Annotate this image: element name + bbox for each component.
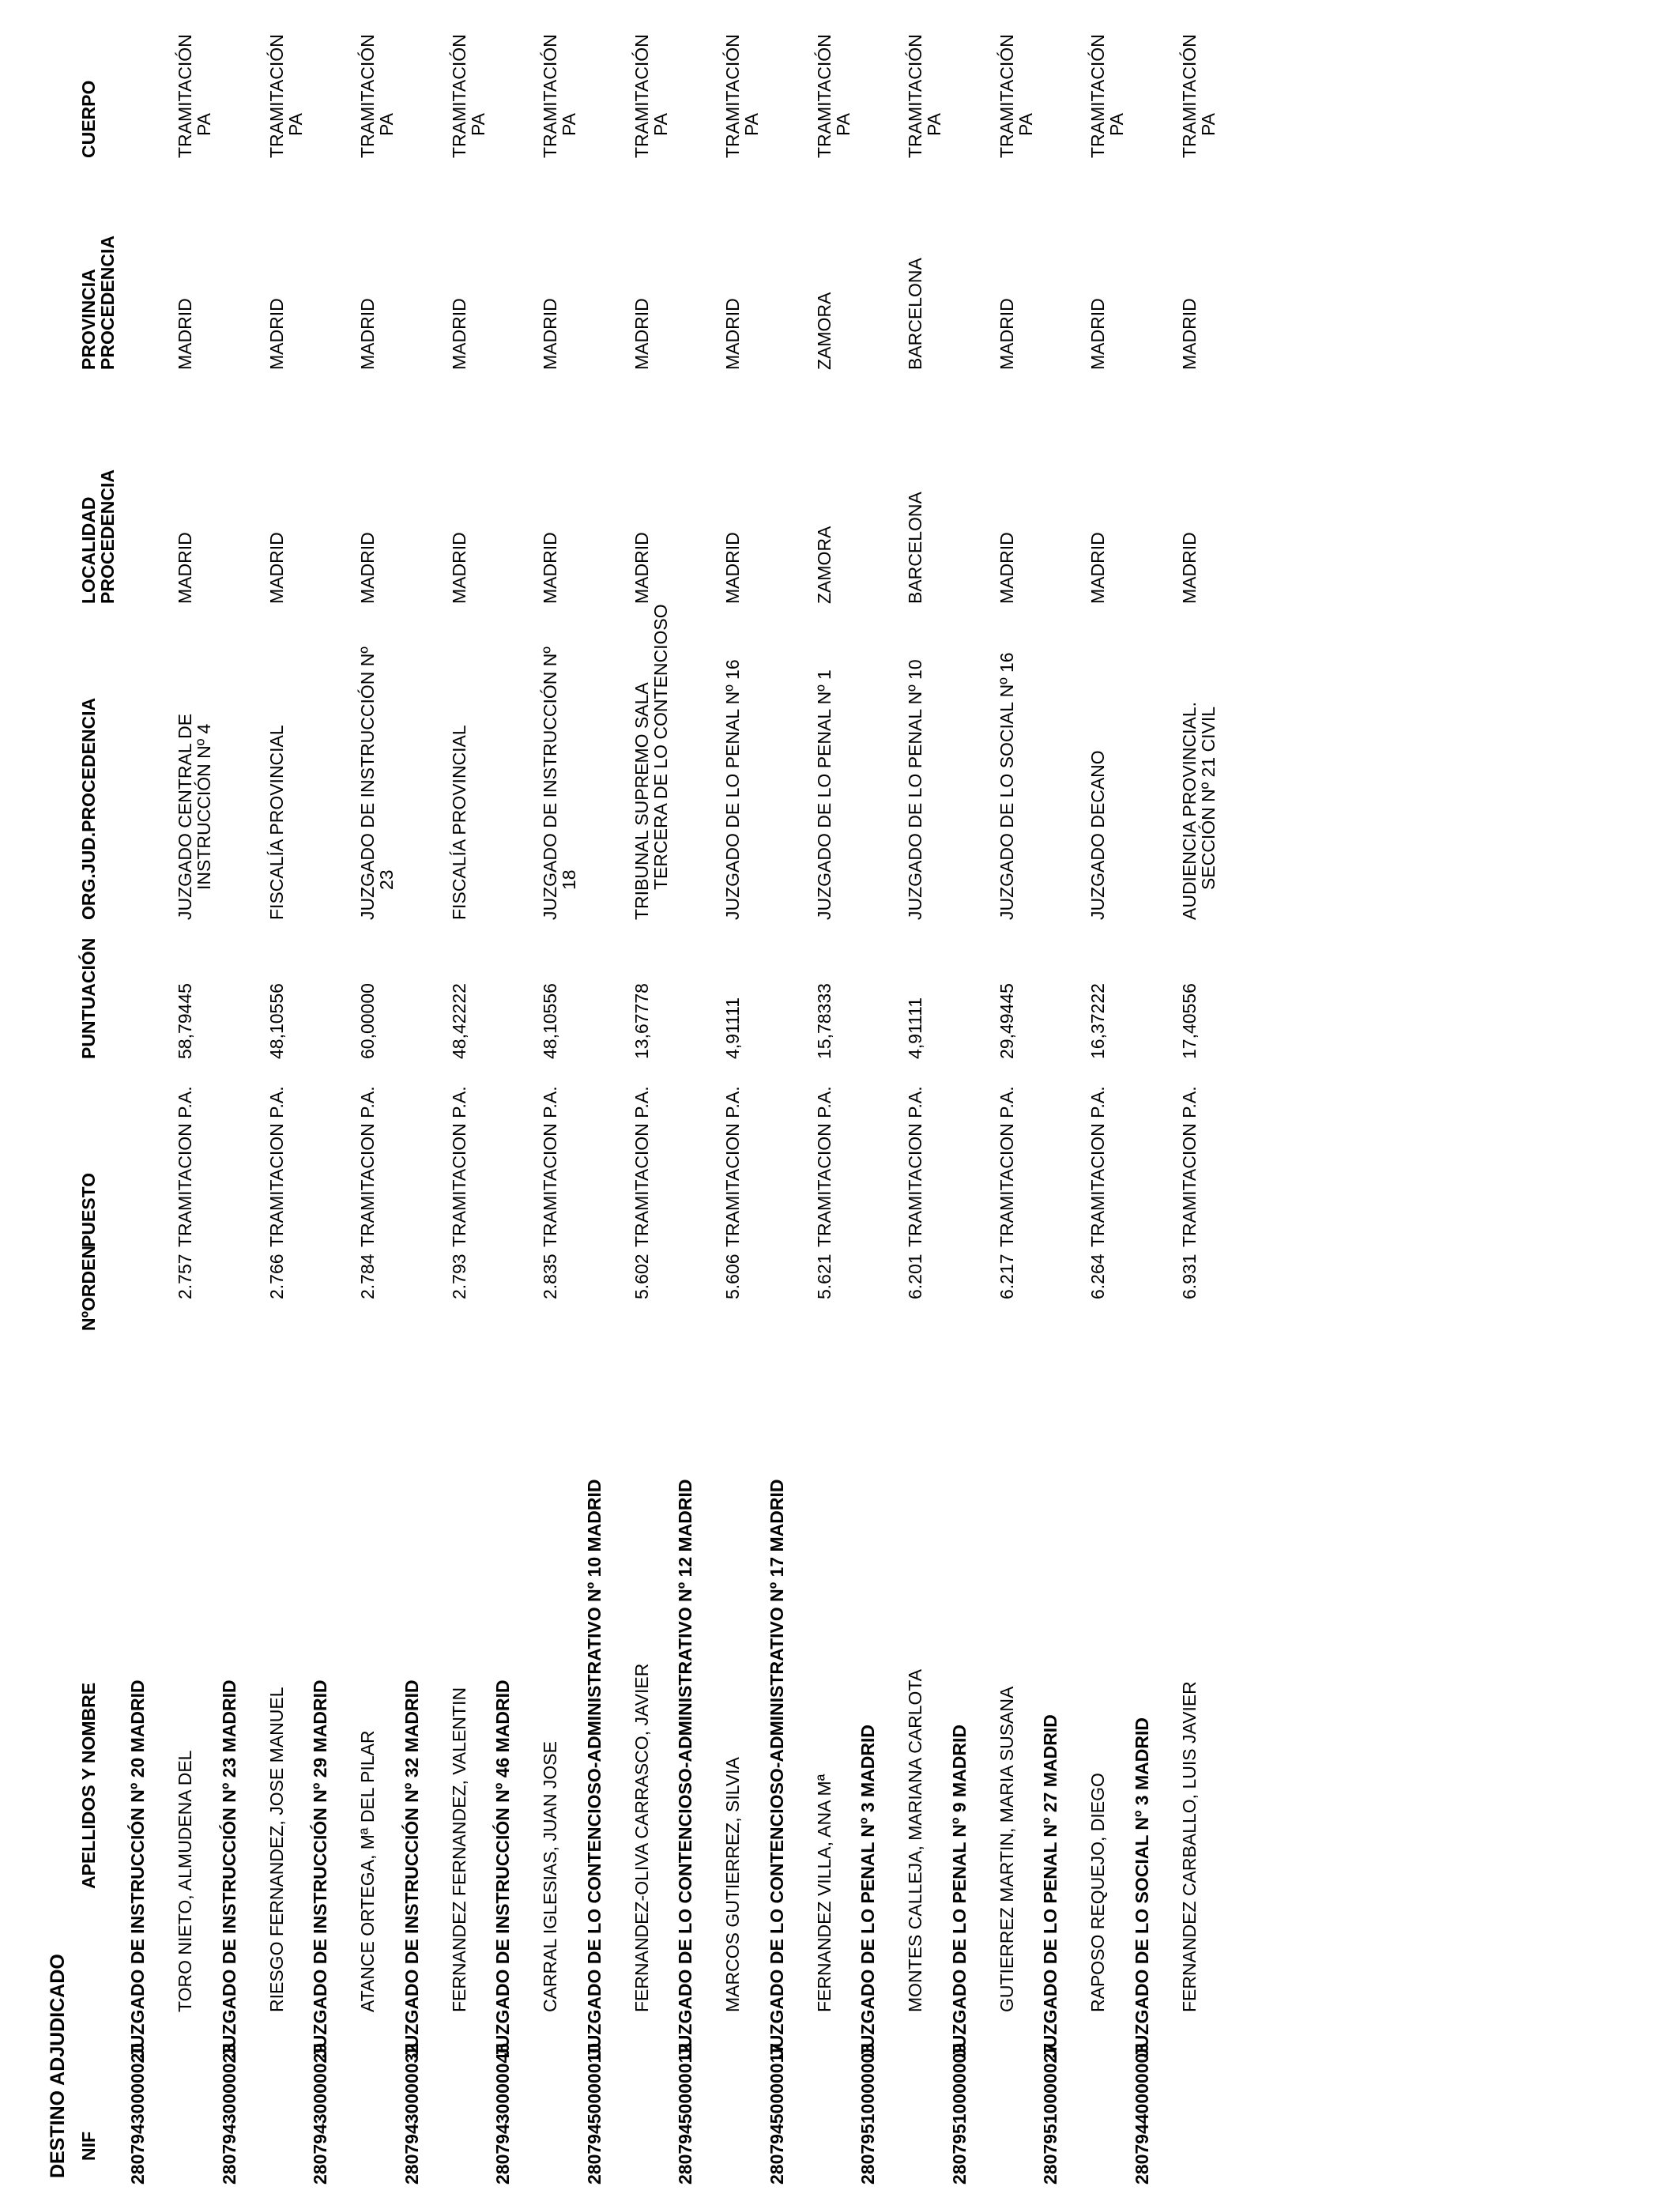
row-localidad: MADRID <box>722 532 743 604</box>
row-nombre: FERNANDEZ-OLIVA CARRASCO, JAVIER <box>631 1663 652 2012</box>
row-nif: 28079430000032 <box>401 2042 422 2185</box>
row-org-line: TRIBUNAL SUPREMO SALA <box>631 682 652 920</box>
header-localidad-1: LOCALIDAD <box>78 496 99 604</box>
row-nif: 28079450000017 <box>766 2042 787 2185</box>
row-destino: JUZGADO DE LO CONTENCIOSO-ADMINISTRATIVO Nº 17 MADRID <box>766 1479 787 2058</box>
row-cuerpo-line: PA <box>467 113 488 136</box>
row-cuerpo-line: PA <box>559 113 579 136</box>
row-org-line: JUZGADO DE INSTRUCCIÓN Nº <box>540 647 560 920</box>
row-destino: JUZGADO DE LO SOCIAL Nº 3 MADRID <box>1131 1717 1152 2058</box>
row-nombre: FERNANDEZ FERNANDEZ, VALENTIN <box>448 1687 469 2012</box>
row-destino: JUZGADO DE INSTRUCCIÓN Nº 23 MADRID <box>218 1679 239 2058</box>
row-puesto: TRAMITACION P.A. <box>631 1086 652 1247</box>
row-puntuacion: 60,00000 <box>357 983 378 1059</box>
row-orden: 2.793 <box>448 1253 469 1299</box>
row-destino: JUZGADO DE INSTRUCCIÓN Nº 20 MADRID <box>127 1679 148 2058</box>
row-localidad: BARCELONA <box>905 492 925 604</box>
row-nif: 28079430000020 <box>127 2042 148 2185</box>
header-provincia-1: PROVINCIA <box>78 269 99 370</box>
row-nif: 28079510000027 <box>1040 2042 1060 2185</box>
row-cuerpo-line: TRAMITACIÓN <box>448 34 469 158</box>
row-destino: JUZGADO DE INSTRUCCIÓN Nº 29 MADRID <box>310 1679 330 2058</box>
row-orden: 5.602 <box>631 1253 652 1299</box>
row-cuerpo-line: PA <box>1106 113 1127 136</box>
row-orden: 2.784 <box>357 1253 378 1299</box>
row-localidad: MADRID <box>175 532 195 604</box>
row-provincia: MADRID <box>631 298 652 370</box>
row-localidad: MADRID <box>540 532 560 604</box>
row-cuerpo-line: TRAMITACIÓN <box>722 34 743 158</box>
row-cuerpo-line: PA <box>1015 113 1036 136</box>
row-provincia: MADRID <box>357 298 378 370</box>
row-org-line: JUZGADO DE LO SOCIAL Nº 16 <box>996 652 1017 920</box>
row-cuerpo-line: TRAMITACIÓN <box>813 34 834 158</box>
row-org-line: TERCERA DE LO CONTENCIOSO <box>650 604 671 890</box>
row-puntuacion: 29,49445 <box>996 983 1017 1059</box>
row-localidad: MADRID <box>266 532 287 604</box>
row-provincia: MADRID <box>266 298 287 370</box>
row-cuerpo-line: TRAMITACIÓN <box>175 34 195 158</box>
row-provincia: MADRID <box>722 298 743 370</box>
row-cuerpo-line: PA <box>284 113 306 136</box>
row-destino: JUZGADO DE INSTRUCCIÓN Nº 46 MADRID <box>492 1679 513 2058</box>
row-cuerpo-line: TRAMITACIÓN <box>1087 34 1108 158</box>
row-nombre: RAPOSO REQUEJO, DIEGO <box>1087 1773 1108 2012</box>
row-provincia: MADRID <box>540 298 560 370</box>
row-org-line: FISCALÍA PROVINCIAL <box>448 725 469 920</box>
row-puesto: TRAMITACION P.A. <box>722 1086 743 1247</box>
row-puesto: TRAMITACION P.A. <box>996 1086 1017 1247</box>
header-puesto: PUESTO <box>78 1172 99 1247</box>
row-puntuacion: 16,37222 <box>1087 983 1108 1059</box>
row-provincia: BARCELONA <box>905 258 925 370</box>
row-destino: JUZGADO DE LO CONTENCIOSO-ADMINISTRATIVO Nº 12 MADRID <box>675 1479 695 2058</box>
row-nif: 28079510000003 <box>857 2042 878 2185</box>
row-nif: 28079430000029 <box>310 2042 330 2185</box>
row-nombre: FERNANDEZ CARBALLO, LUIS JAVIER <box>1178 1681 1200 2012</box>
header-org: ORG.JUD.PROCEDENCIA <box>78 697 99 920</box>
row-puesto: TRAMITACION P.A. <box>175 1086 195 1247</box>
row-cuerpo-line: PA <box>832 113 853 136</box>
row-puesto: TRAMITACION P.A. <box>1178 1086 1200 1247</box>
row-destino: JUZGADO DE LO PENAL Nº 3 MADRID <box>857 1724 878 2058</box>
row-cuerpo-line: TRAMITACIÓN <box>1178 34 1200 158</box>
row-puesto: TRAMITACION P.A. <box>266 1086 287 1247</box>
header-nif: NIF <box>78 2131 99 2161</box>
row-cuerpo-line: PA <box>741 113 762 136</box>
row-puntuacion: 4,91111 <box>722 997 743 1059</box>
row-org-line: JUZGADO DE LO PENAL Nº 1 <box>813 669 834 920</box>
row-cuerpo-line: TRAMITACIÓN <box>357 34 378 158</box>
row-localidad: MADRID <box>357 532 378 604</box>
row-org-line: JUZGADO DECANO <box>1087 750 1108 920</box>
row-nombre: GUTIERREZ MARTIN, MARIA SUSANA <box>996 1686 1017 2012</box>
row-orden: 6.931 <box>1178 1253 1200 1299</box>
header-nombre: APELLIDOS Y NOMBRE <box>78 1682 99 1889</box>
header-puntuacion: PUNTUACIÓN <box>78 937 99 1059</box>
row-cuerpo-line: PA <box>650 113 671 136</box>
row-org-line: 23 <box>376 869 397 890</box>
row-destino: JUZGADO DE LO PENAL Nº 9 MADRID <box>948 1724 970 2058</box>
row-nombre: MARCOS GUTIERREZ, SILVIA <box>722 1757 743 2012</box>
header-orden: NºORDEN <box>78 1245 99 1331</box>
row-orden: 2.835 <box>540 1253 560 1299</box>
row-org-line: INSTRUCCIÓN Nº 4 <box>194 723 214 890</box>
row-nombre: RIESGO FERNANDEZ, JOSE MANUEL <box>266 1687 287 2012</box>
row-orden: 2.766 <box>266 1253 287 1299</box>
row-org-line: SECCIÓN Nº 21 CIVIL <box>1197 706 1219 890</box>
row-orden: 6.264 <box>1087 1253 1108 1299</box>
row-puesto: TRAMITACION P.A. <box>540 1086 560 1247</box>
row-cuerpo-line: TRAMITACIÓN <box>996 34 1017 158</box>
row-localidad: ZAMORA <box>813 526 834 604</box>
row-nombre: CARRAL IGLESIAS, JUAN JOSE <box>540 1741 560 2012</box>
row-cuerpo-line: PA <box>1197 113 1219 136</box>
row-nif: 28079450000012 <box>675 2042 695 2185</box>
row-puntuacion: 17,40556 <box>1178 983 1200 1059</box>
row-orden: 5.621 <box>813 1253 834 1299</box>
row-puntuacion: 48,10556 <box>266 983 287 1059</box>
row-puesto: TRAMITACION P.A. <box>813 1086 834 1247</box>
row-localidad: MADRID <box>1087 532 1108 604</box>
row-nif: 28079440000003 <box>1131 2042 1152 2185</box>
row-orden: 5.606 <box>722 1253 743 1299</box>
row-localidad: MADRID <box>448 532 469 604</box>
row-cuerpo-line: TRAMITACIÓN <box>905 34 925 158</box>
row-puesto: TRAMITACION P.A. <box>1087 1086 1108 1247</box>
page-title: DESTINO ADJUDICADO <box>47 1954 69 2178</box>
row-puesto: TRAMITACION P.A. <box>357 1086 378 1247</box>
row-provincia: MADRID <box>1178 298 1200 370</box>
row-nif: 28079450000010 <box>583 2042 605 2185</box>
row-org-line: AUDIENCIA PROVINCIAL. <box>1178 701 1200 920</box>
row-org-line: 18 <box>559 869 579 890</box>
row-puntuacion: 48,10556 <box>540 983 560 1059</box>
row-destino: JUZGADO DE INSTRUCCIÓN Nº 32 MADRID <box>401 1679 422 2058</box>
row-org-line: JUZGADO DE INSTRUCCIÓN Nº <box>357 647 378 920</box>
row-cuerpo-line: TRAMITACIÓN <box>631 34 652 158</box>
row-provincia: MADRID <box>1087 298 1108 370</box>
row-destino: JUZGADO DE LO CONTENCIOSO-ADMINISTRATIVO Nº 10 MADRID <box>583 1479 605 2058</box>
row-provincia: MADRID <box>996 298 1017 370</box>
row-cuerpo-line: PA <box>376 113 397 136</box>
row-nombre: TORO NIETO, ALMUDENA DEL <box>175 1750 195 2012</box>
row-destino: JUZGADO DE LO PENAL Nº 27 MADRID <box>1040 1714 1060 2058</box>
row-puesto: TRAMITACION P.A. <box>448 1086 469 1247</box>
row-provincia: ZAMORA <box>813 292 834 370</box>
row-cuerpo-line: PA <box>194 113 214 136</box>
header-provincia-2: PROCEDENCIA <box>97 236 118 370</box>
row-org-line: JUZGADO DE LO PENAL Nº 16 <box>722 659 743 920</box>
row-puesto: TRAMITACION P.A. <box>905 1086 925 1247</box>
row-nombre: ATANCE ORTEGA, Mª DEL PILAR <box>357 1730 378 2012</box>
row-puntuacion: 58,79445 <box>175 983 195 1059</box>
header-cuerpo: CUERPO <box>78 80 99 158</box>
row-localidad: MADRID <box>631 532 652 604</box>
row-puntuacion: 15,78333 <box>813 983 834 1059</box>
row-localidad: MADRID <box>1178 532 1200 604</box>
row-provincia: MADRID <box>175 298 195 370</box>
row-nif: 28079430000023 <box>218 2042 239 2185</box>
row-nombre: MONTES CALLEJA, MARIANA CARLOTA <box>905 1668 925 2012</box>
row-orden: 6.201 <box>905 1253 925 1299</box>
row-nif: 28079430000046 <box>492 2042 513 2185</box>
row-puntuacion: 4,91111 <box>905 997 925 1059</box>
row-cuerpo-line: PA <box>924 113 944 136</box>
row-org-line: FISCALÍA PROVINCIAL <box>266 725 287 920</box>
row-org-line: JUZGADO DE LO PENAL Nº 10 <box>905 659 925 920</box>
row-localidad: MADRID <box>996 532 1017 604</box>
row-puntuacion: 48,42222 <box>448 983 469 1059</box>
row-nombre: FERNANDEZ VILLA, ANA Mª <box>813 1774 834 2012</box>
row-orden: 6.217 <box>996 1253 1017 1299</box>
row-cuerpo-line: TRAMITACIÓN <box>540 34 560 158</box>
row-puntuacion: 13,67778 <box>631 983 652 1059</box>
row-cuerpo-line: TRAMITACIÓN <box>266 34 287 158</box>
row-org-line: JUZGADO CENTRAL DE <box>175 713 195 920</box>
row-nif: 28079510000009 <box>948 2042 970 2185</box>
row-orden: 2.757 <box>175 1253 195 1299</box>
row-provincia: MADRID <box>448 298 469 370</box>
header-localidad-2: PROCEDENCIA <box>97 469 118 604</box>
